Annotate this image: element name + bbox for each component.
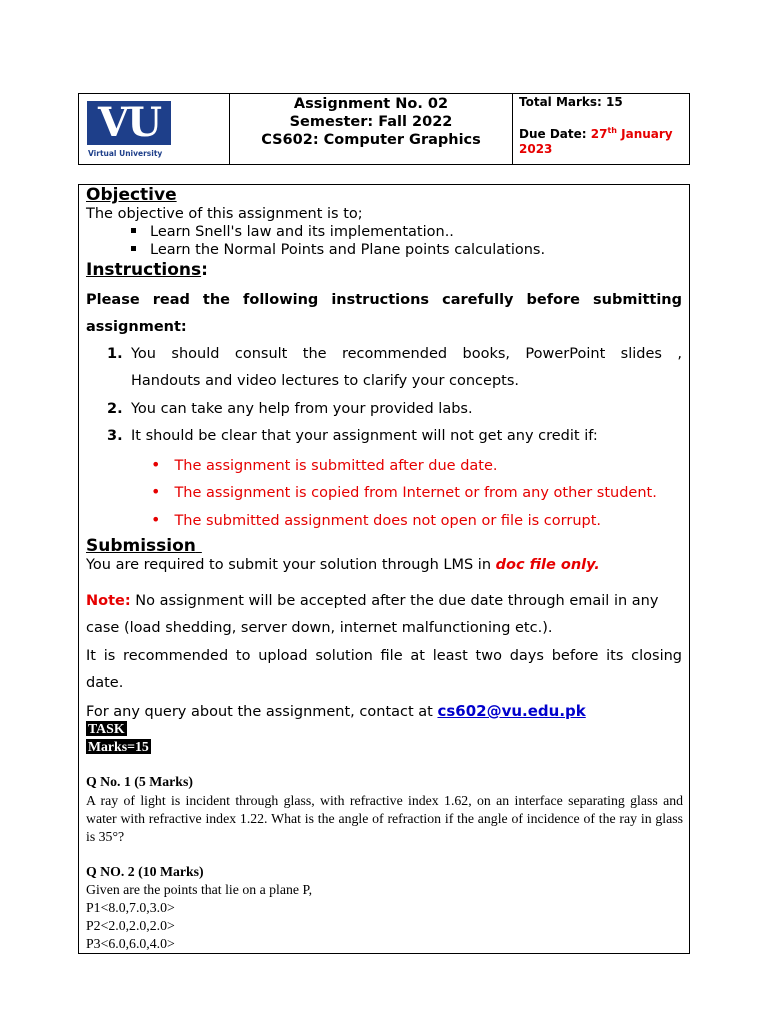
course-title: CS602: Computer Graphics xyxy=(261,132,481,148)
credit-bullet: • The assignment is submitted after due date. xyxy=(151,455,498,474)
header-table xyxy=(78,93,690,165)
recommendation-2: date. xyxy=(86,675,124,691)
objective-item: Learn the Normal Points and Plane points calculations. xyxy=(131,242,545,258)
objective-item: Learn Snell's law and its implementation.. xyxy=(131,224,454,240)
credit-bullet: • The submitted assignment does not open or file is corrupt. xyxy=(151,510,602,529)
total-marks: Total Marks: 15 xyxy=(519,95,623,109)
title-cell xyxy=(230,94,513,164)
task-marks: Marks=15 xyxy=(88,739,149,754)
due-date: Due Date: 27th January 2023 xyxy=(519,126,673,156)
point: P2<2.0,2.0,2.0> xyxy=(86,918,175,933)
logo-cell xyxy=(79,94,230,164)
q1-body: A ray of light is incident through glass, with refractive index 1.62, on an interface separating glass and water with refractive index 1.22. What is the angle of refraction if the angle of incidence of the ray in glass is 35°? xyxy=(86,793,683,844)
point: P1<8.0,7.0,3.0> xyxy=(86,900,175,915)
instruction-1: You should consult the recommended books, PowerPoint slides , xyxy=(131,346,682,362)
query-line: For any query about the assignment, contact at cs602@vu.edu.pk xyxy=(86,702,586,720)
q1-title: Q No. 1 (5 Marks) xyxy=(86,774,193,789)
content-box xyxy=(78,184,690,954)
email-link[interactable]: cs602@vu.edu.pk xyxy=(437,702,586,720)
instructions-lead-2: assignment: xyxy=(86,319,187,335)
credit-bullet: • The assignment is copied from Internet or from any other student. xyxy=(151,482,657,501)
q2-title: Q NO. 2 (10 Marks) xyxy=(86,864,204,879)
task-label: TASK xyxy=(88,721,125,736)
marks-cell xyxy=(513,94,689,164)
assignment-no: Assignment No. 02 xyxy=(293,96,449,112)
objective-intro: The objective of this assignment is to; xyxy=(86,206,363,222)
instruction-2: You can take any help from your provided labs. xyxy=(131,401,473,417)
instruction-number: 3. xyxy=(107,428,123,444)
logo-text: VU xyxy=(98,99,160,146)
vu-logo xyxy=(87,101,171,145)
q2-intro: Given are the points that lie on a plane P, xyxy=(86,882,313,897)
submission-line: You are required to submit your solution through LMS in doc file only. xyxy=(86,557,600,573)
instruction-1-cont: Handouts and video lectures to clarify your concepts. xyxy=(131,373,519,389)
recommendation: It is recommended to upload solution file at least two days before its closing xyxy=(86,648,682,664)
instructions-lead: Please read the following instructions carefully before submitting xyxy=(86,292,682,308)
point: P3<6.0,6.0,4.0> xyxy=(86,936,175,951)
semester: Semester: Fall 2022 xyxy=(289,114,453,130)
logo-caption: Virtual University xyxy=(88,149,163,158)
instructions-heading: Instructions: xyxy=(86,260,208,280)
note-line: Note: No assignment will be accepted after the due date through email in any xyxy=(86,593,659,609)
submission-heading: Submission xyxy=(86,536,196,556)
instruction-number: 2. xyxy=(107,401,123,417)
note-line-2: case (load shedding, server down, internet malfunctioning etc.). xyxy=(86,620,553,636)
objective-heading: Objective xyxy=(86,185,177,205)
instruction-number: 1. xyxy=(107,346,123,362)
instruction-3: It should be clear that your assignment will not get any credit if: xyxy=(131,428,598,444)
